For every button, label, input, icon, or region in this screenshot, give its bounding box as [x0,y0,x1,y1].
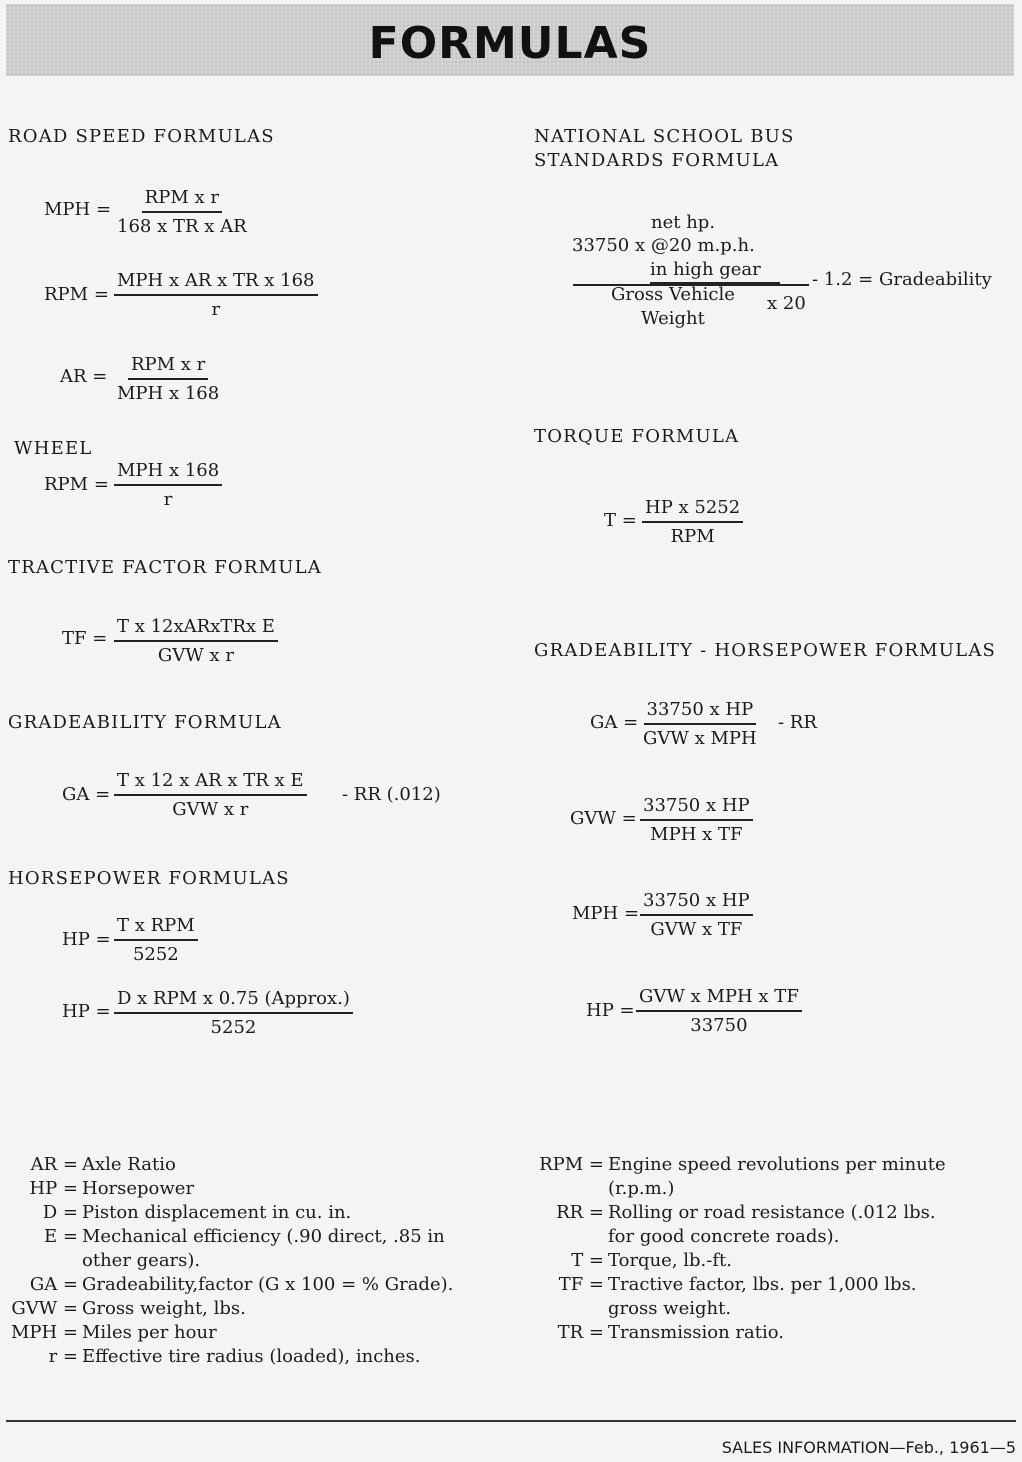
definition-text: Engine speed revolutions per minute [608,1154,946,1175]
definition-text: other gears). [82,1250,201,1271]
ga-hp-suffix: - RR [778,712,817,733]
ga-denominator: GVW x r [172,799,249,820]
torque-denominator: RPM [670,526,715,547]
mph-right-label: MPH = [572,903,640,924]
ga-hp-heading: GRADEABILITY - HORSEPOWER FORMULAS [534,640,997,661]
tf-denominator: GVW x r [157,645,234,666]
definition-term: HP = [29,1178,78,1199]
definitions-right [530,1153,1014,1345]
hp-right-denominator: 33750 [690,1015,748,1036]
ar-label: AR = [60,366,108,387]
mph-denominator: 168 x TR x AR [117,216,247,237]
ga-numerator: T x 12 x AR x TR x E [114,770,307,796]
hp1-numerator: T x RPM [114,915,198,941]
left-definition-row [6,1321,506,1345]
gvw-label: GVW = [570,808,637,829]
right-definition-row [530,1273,1014,1297]
bus-gear-text: in high gear [650,259,761,280]
torque-label: T = [604,510,637,531]
tractive-heading: TRACTIVE FACTOR FORMULA [8,557,322,578]
ga-hp-label: GA = [590,712,639,733]
bus-gvw-line1: Gross Vehicle [611,284,735,305]
definition-text: Miles per hour [82,1322,217,1343]
wheel-rpm-numerator: MPH x 168 [114,460,222,486]
road-speed-heading: ROAD SPEED FORMULAS [8,126,275,147]
definition-term: MPH = [10,1322,78,1343]
gradeability-heading: GRADEABILITY FORMULA [8,712,282,733]
hp-right-label: HP = [586,1000,635,1021]
left-definition-row [6,1249,506,1273]
definition-text: Gross weight, lbs. [82,1298,246,1319]
mph-right-numerator: 33750 x HP [640,890,753,916]
wheel-rpm-denominator: r [163,489,173,510]
right-definition-row [530,1153,1014,1177]
definition-text: Torque, lb.-ft. [608,1250,732,1271]
school-bus-heading-line1: NATIONAL SCHOOL BUS [534,126,795,147]
footer-rule [6,1420,1016,1422]
rpm-denominator: r [211,299,221,320]
hp1-label: HP = [62,929,111,950]
definition-text: Axle Ratio [82,1154,176,1175]
bus-speed-line: 33750 x @20 m.p.h. [572,235,755,256]
definition-text: Tractive factor, lbs. per 1,000 lbs. [608,1274,917,1295]
hp2-numerator: D x RPM x 0.75 (Approx.) [114,988,353,1014]
hp-right-fraction [636,986,802,1036]
rpm-label: RPM = [44,284,109,305]
left-definition-row [6,1177,506,1201]
bus-times-20: x 20 [767,293,806,314]
wheel-heading: WHEEL [14,438,93,459]
bus-gvw-stack [611,283,735,331]
page-title: FORMULAS [368,18,652,69]
right-definition-row [530,1297,1014,1321]
hp-right-numerator: GVW x MPH x TF [636,986,802,1012]
mph-fraction [114,187,250,237]
definition-text: Transmission ratio. [608,1322,784,1343]
gvw-numerator: 33750 x HP [640,795,753,821]
wheel-rpm-label: RPM = [44,474,109,495]
definition-term: RPM = [539,1154,604,1175]
ga-label: GA = [62,784,111,805]
torque-fraction [642,497,743,547]
ga-hp-numerator: 33750 x HP [644,699,757,725]
ga-suffix: - RR (.012) [342,784,441,805]
definition-term: T = [571,1250,604,1271]
definition-term: r = [48,1346,78,1367]
definition-term: TR = [557,1322,604,1343]
bus-result: - 1.2 = Gradeability [812,269,992,290]
hp1-fraction [114,915,198,965]
torque-numerator: HP x 5252 [642,497,743,523]
definition-text: for good concrete roads). [608,1226,840,1247]
definition-term: D = [42,1202,78,1223]
gvw-fraction [640,795,753,845]
definition-text: gross weight. [608,1298,732,1319]
tf-label: TF = [62,628,108,649]
bus-gvw-line2: Weight [641,308,705,329]
definition-term: TF = [558,1274,604,1295]
definition-term: RR = [556,1202,604,1223]
torque-heading: TORQUE FORMULA [534,426,740,447]
definition-text: (r.p.m.) [608,1178,675,1199]
definition-text: Horsepower [82,1178,195,1199]
mph-right-fraction [640,890,753,940]
ar-fraction [114,354,222,404]
right-definition-row [530,1225,1014,1249]
ar-numerator: RPM x r [128,354,208,380]
definition-text: Gradeability,factor (G x 100 = % Grade). [82,1274,454,1295]
right-definition-row [530,1177,1014,1201]
right-definition-row [530,1201,1014,1225]
rpm-fraction [114,270,318,320]
definition-term: E = [44,1226,78,1247]
school-bus-heading-line2: STANDARDS FORMULA [534,150,780,171]
header-banner [6,4,1014,76]
left-definition-row [6,1153,506,1177]
gvw-denominator: MPH x TF [650,824,743,845]
left-definition-row [6,1273,506,1297]
left-definition-row [6,1201,506,1225]
bus-net-hp: net hp. [651,212,716,233]
rpm-numerator: MPH x AR x TR x 168 [114,270,318,296]
hp2-denominator: 5252 [210,1017,257,1038]
definition-text: Piston displacement in cu. in. [82,1202,352,1223]
wheel-rpm-fraction [114,460,222,510]
right-definition-row [530,1321,1014,1345]
ga-hp-denominator: GVW x MPH [643,728,757,749]
mph-label: MPH = [44,199,112,220]
right-definition-row [530,1249,1014,1273]
hp2-fraction [114,988,353,1038]
hp2-label: HP = [62,1001,111,1022]
left-definition-row [6,1225,506,1249]
ga-hp-fraction [640,699,760,749]
left-definition-row [6,1345,506,1369]
ga-fraction [114,770,307,820]
ar-denominator: MPH x 168 [117,383,220,404]
definition-term: GVW = [11,1298,78,1319]
tf-numerator: T x 12xARxTRx E [114,616,278,642]
horsepower-heading: HORSEPOWER FORMULAS [8,868,290,889]
left-definition-row [6,1297,506,1321]
mph-numerator: RPM x r [142,187,222,213]
definition-text: Rolling or road resistance (.012 lbs. [608,1202,936,1223]
hp1-denominator: 5252 [132,944,179,965]
definition-term: AR = [30,1154,78,1175]
bus-gear-line [650,259,780,284]
mph-right-denominator: GVW x TF [650,919,743,940]
definition-text: Effective tire radius (loaded), inches. [82,1346,421,1367]
definition-term: GA = [29,1274,78,1295]
definition-text: Mechanical efficiency (.90 direct, .85 in [82,1226,445,1247]
definitions-left [6,1153,506,1369]
footer-text: SALES INFORMATION—Feb., 1961—5 [721,1438,1016,1457]
tf-fraction [114,616,278,666]
